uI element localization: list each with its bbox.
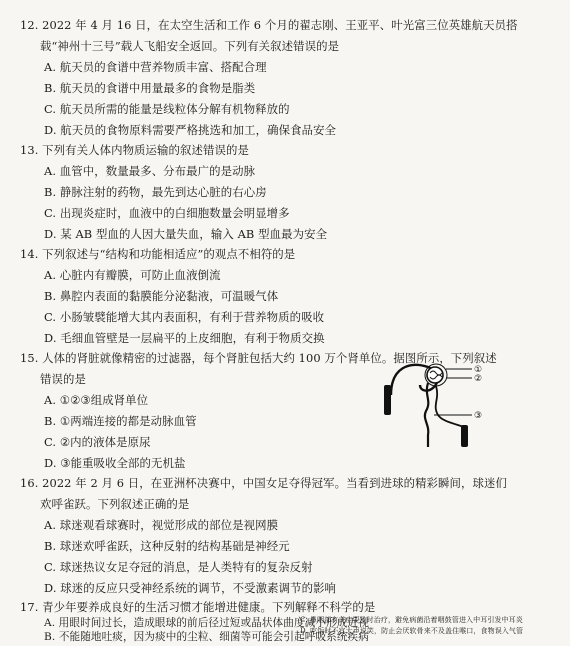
q17-stem: 17. 青少年要养成良好的生活习惯才能增进健康。下列解释不科学的是: [20, 600, 376, 614]
q16-option-a: A. 球迷观看球赛时，视觉形成的部位是视网膜: [44, 518, 279, 532]
q15-option-d: D. ③能重吸收全部的无机盐: [44, 456, 186, 470]
q16-option-d: D. 球迷的反应只受神经系统的调节，不受激素调节的影响: [44, 581, 337, 595]
q12-stem-line-2: 载“神州十三号”载人飞船安全返回。下列有关叙述错误的是: [40, 39, 340, 53]
q14-option-c: C. 小肠皱襞能增大其内表面积，有利于营养物质的吸收: [44, 310, 325, 324]
q13-option-a: A. 血管中，数量最多、分布最广的是动脉: [44, 164, 256, 178]
q17-option-d: D. 吃饭时不宜大声说笑，防止会厌软骨来不及盖住喉口，食物误入气管: [300, 627, 524, 635]
q16-stem-line-1: 16. 2022 年 2 月 6 日，在亚洲杯决赛中，中国女足夺得冠军。当看到进球的精彩瞬间，球迷们: [20, 476, 507, 490]
q17-option-c: C. 鼻咽部有炎症要及时治疗，避免病菌沿着咽鼓管进入中耳引发中耳炎: [300, 616, 523, 624]
q12-option-b: B. 航天员的食谱中用量最多的食物是脂类: [44, 81, 256, 95]
q13-option-d: D. 某 AB 型血的人因大量失血，输入 AB 型血最为安全: [44, 227, 328, 241]
q14-option-d: D. 毛细血管壁是一层扁平的上皮细胞，有利于物质交换: [44, 331, 325, 345]
q12-stem-line-1: 12. 2022 年 4 月 16 日，在太空生活和工作 6 个月的翟志刚、王亚平、叶光富三位英雄航天员搭: [20, 18, 518, 32]
figure-label-1: ①: [474, 365, 483, 375]
q15-option-c: C. ②内的液体是原尿: [44, 435, 151, 449]
q15-option-a: A. ①②③组成肾单位: [44, 393, 149, 407]
q12-option-a: A. 航天员的食谱中营养物质丰富、搭配合理: [44, 60, 267, 74]
q14-option-b: B. 鼻腔内表面的黏膜能分泌黏液，可温暖气体: [44, 289, 279, 303]
q13-option-c: C. 出现炎症时，血液中的白细胞数量会明显增多: [44, 206, 290, 220]
figure-label-2: ②: [474, 374, 483, 384]
q15-option-b: B. ①两端连接的都是动脉血管: [44, 414, 197, 428]
figure-label-3: ③: [474, 411, 483, 421]
vessel-stub-right: [461, 425, 468, 447]
peritubular-capillary: [436, 386, 464, 427]
vessel-stub-left: [384, 385, 391, 415]
q13-stem: 13. 下列有关人体内物质运输的叙述错误的是: [20, 143, 249, 157]
q15-stem-line-1: 15. 人体的肾脏就像精密的过滤器，每个肾脏包括大约 100 万个肾单位。据图所示，下列叙述: [20, 351, 497, 365]
q14-stem: 14. 下列叙述与“结构和功能相适应”的观点不相符的是: [20, 247, 296, 261]
q17-extra-options: [300, 616, 560, 644]
renal-tubule: [425, 383, 428, 447]
q17-option-a: A. 用眼时间过长，造成眼球的前后径过短或晶状体曲度减小形成近视: [44, 617, 369, 629]
q17-option-b: B. 不能随地吐痰，因为痰中的尘粒、细菌等可能会引起呼吸系统疾病: [44, 631, 369, 643]
q14-option-a: A. 心脏内有瓣膜，可防止血液倒流: [44, 268, 221, 282]
q15-stem-line-2: 错误的是: [40, 372, 86, 386]
nephron-figure: [380, 355, 490, 450]
q16-option-b: B. 球迷欢呼雀跃，这种反射的结构基础是神经元: [44, 539, 290, 553]
q12-option-c: C. 航天员所需的能量是线粒体分解有机物释放的: [44, 102, 290, 116]
q12-option-d: D. 航天员的食物原料需要严格挑选和加工，确保食品安全: [44, 123, 337, 137]
q16-stem-line-2: 欢呼雀跃。下列叙述正确的是: [40, 497, 190, 511]
q16-option-c: C. 球迷热议女足夺冠的消息，是人类特有的复杂反射: [44, 560, 313, 574]
q13-option-b: B. 静脉注射的药物，最先到达心脏的右心房: [44, 185, 267, 199]
